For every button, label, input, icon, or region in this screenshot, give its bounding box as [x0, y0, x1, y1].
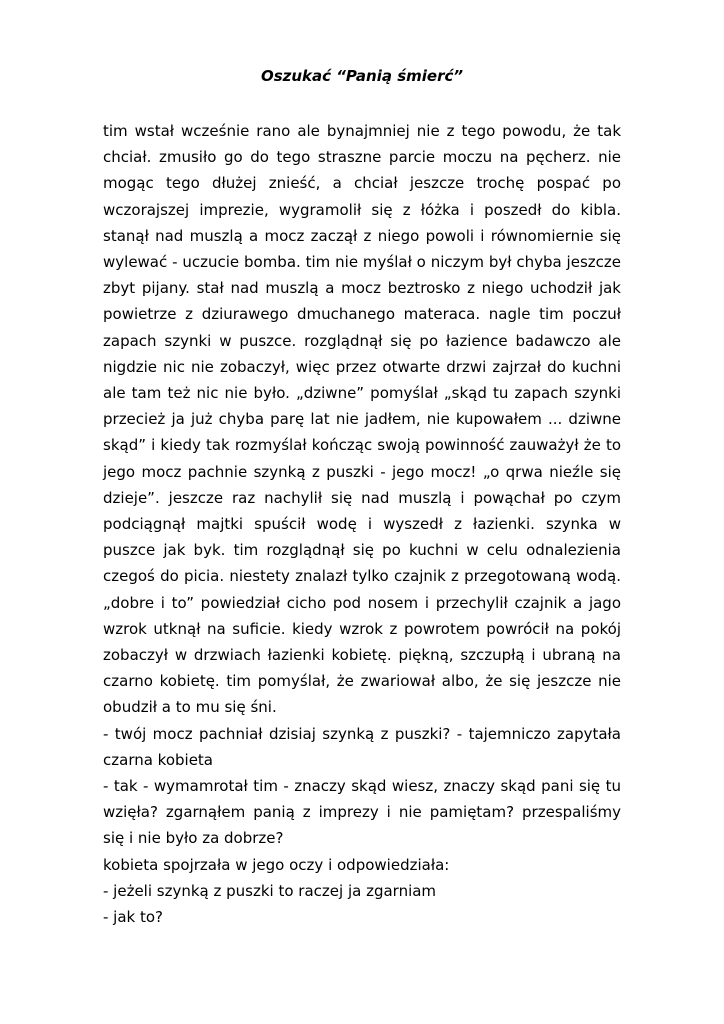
dialogue-line: - jak to? — [103, 908, 164, 927]
document-title: Oszukać “Panią śmierć” — [260, 67, 464, 85]
narrative-paragraph: tim wstał wcześnie rano ale bynajmniej nie z tego powodu, że tak chciał. zmusiło go do tego straszne parcie moczu na pęcherz. nie mogąc tego dłużej znieść, a chciał jeszcze trochę pospać po wczorajszej imprezie, wygramolił się z łóżka i poszedł do kibla. stanął nad muszlą a mocz zaczął z niego powoli i równomiernie się wylewać - uczucie bomba. tim nie myślał o niczym był chyba jeszcze zbyt pijany. stał nad muszlą a mocz beztrosko z niego uchodził jak powietrze z dziurawego dmuchanego materaca. nagle tim poczuł zapach szynki w puszce. rozglądnął się po łazience badawczo ale nigdzie nic nie zobaczył, więc przez otwarte drzwi zajrzał do kuchni ale tam też nic nie było. „dziwne” pomyślał „skąd tu zapach szynki przecież ja już chyba parę lat nie jadłem, nie kupowałem ... dziwne skąd” i kiedy tak rozmyślał kończąc swoją powinność zauważył że to jego mocz pachnie szynką z puszki - jego mocz! „o qrwa nieźle się dzieje”. jeszcze raz nachylił się nad muszlą i powąchał po czym podciągnął majtki spuścił wodę i wyszedł z łazienki. szynka w puszce jak byk. tim rozglądnął się po kuchni w celu odnalezienia czegoś do picia. niestety znalazł tylko czajnik z przegotowaną wodą. „dobre i to” powiedział cicho pod nosem i przechylił czajnik a jago wzrok utknął na suficie. kiedy wzrok z powrotem powrócił na pokój zobaczył w drzwiach łazienki kobietę. piękną, szczupłą i ubraną na czarno kobietę. tim pomyślał, że zwariował albo, że się jeszcze nie obudził a to mu się śni. — [103, 122, 621, 717]
dialogue-line: - jeżeli szynką z puszki to raczej ja zgarniam — [103, 881, 437, 900]
dialogue-line: - tak - wymamrotał tim - znaczy skąd wiesz, znaczy skąd pani się tu wzięła? zgarnąłem panią z imprezy i nie pamiętam? przespaliśmy się i nie było za dobrze? — [103, 777, 621, 848]
dialogue-line: - twój mocz pachniał dzisiaj szynką z puszki? - tajemniczo zapytała czarna kobieta — [103, 724, 621, 769]
document-body — [103, 118, 621, 930]
narrative-line: kobieta spojrzała w jego oczy i odpowiedziała: — [103, 855, 450, 874]
